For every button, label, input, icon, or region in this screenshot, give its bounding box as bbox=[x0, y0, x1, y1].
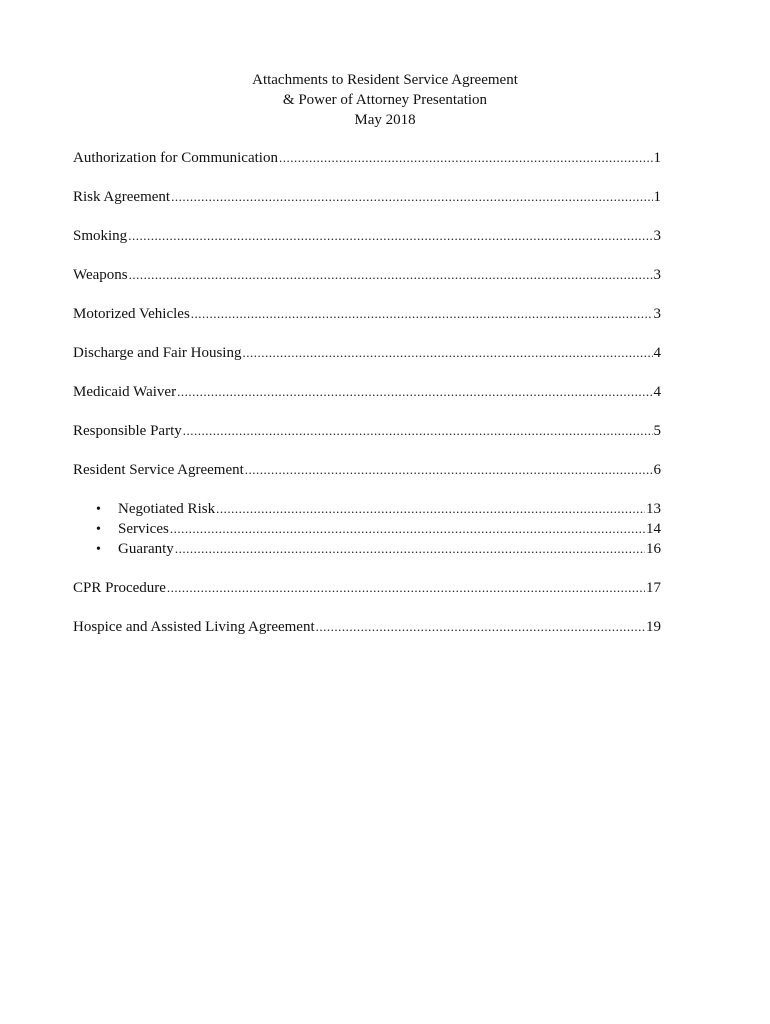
toc-sub-entry-label: Negotiated Risk bbox=[118, 501, 216, 517]
toc-entry-page: 6 bbox=[653, 462, 661, 478]
toc-entry-smoking[interactable] bbox=[73, 226, 661, 246]
toc-entry-medicaid-waiver[interactable] bbox=[73, 382, 661, 402]
dot-leader bbox=[245, 460, 653, 480]
toc-entry-label: Authorization for Communication bbox=[73, 150, 278, 166]
dot-leader bbox=[216, 499, 645, 519]
dot-leader bbox=[175, 539, 645, 559]
toc-entry-responsible-party[interactable] bbox=[73, 421, 661, 441]
toc-entry-page: 4 bbox=[653, 384, 661, 400]
dot-leader bbox=[242, 343, 652, 363]
toc-entry-page: 3 bbox=[653, 267, 661, 283]
toc-entry-label: CPR Procedure bbox=[73, 580, 166, 596]
dot-leader bbox=[279, 148, 653, 168]
toc-sub-entry-label: Guaranty bbox=[118, 541, 174, 557]
toc-entry-page: 1 bbox=[653, 189, 661, 205]
dot-leader bbox=[170, 519, 645, 539]
toc-entry-label: Motorized Vehicles bbox=[73, 306, 190, 322]
toc-entry-page: 5 bbox=[653, 423, 661, 439]
toc-entry-page: 1 bbox=[653, 150, 661, 166]
dot-leader bbox=[129, 265, 653, 285]
toc-sub-entry-page: 14 bbox=[646, 521, 661, 537]
dot-leader bbox=[316, 617, 645, 637]
toc-sub-list bbox=[73, 499, 661, 559]
title-line-2: & Power of Attorney Presentation bbox=[282, 92, 488, 108]
dot-leader bbox=[171, 187, 652, 207]
toc-entry-motorized-vehicles[interactable] bbox=[73, 304, 661, 324]
toc-entry-page: 17 bbox=[646, 580, 661, 596]
toc-entry-label: Weapons bbox=[73, 267, 128, 283]
toc-entry-risk-agreement[interactable] bbox=[73, 187, 661, 207]
toc-sub-entry-page: 16 bbox=[646, 541, 661, 557]
dot-leader bbox=[167, 578, 645, 598]
dot-leader bbox=[183, 421, 653, 441]
toc-entry-label: Hospice and Assisted Living Agreement bbox=[73, 619, 315, 635]
toc-entry-page: 3 bbox=[653, 228, 661, 244]
toc-entry-label: Discharge and Fair Housing bbox=[73, 345, 242, 361]
toc-entry-resident-service-agreement[interactable] bbox=[73, 460, 661, 480]
toc-sub-entry-services[interactable] bbox=[73, 519, 661, 539]
toc-entry-page: 19 bbox=[646, 619, 661, 635]
toc-entry-weapons[interactable] bbox=[73, 265, 661, 285]
bullet-icon: • bbox=[96, 542, 101, 557]
toc-entry-label: Risk Agreement bbox=[73, 189, 171, 205]
document-title bbox=[0, 70, 770, 130]
toc-entry-label: Resident Service Agreement bbox=[73, 462, 244, 478]
bullet-icon: • bbox=[96, 502, 101, 517]
toc-sub-entry-guaranty[interactable] bbox=[73, 539, 661, 559]
toc-sub-entry-negotiated-risk[interactable] bbox=[73, 499, 661, 519]
toc-entry-authorization[interactable] bbox=[73, 148, 661, 168]
toc-entry-discharge[interactable] bbox=[73, 343, 661, 363]
dot-leader bbox=[191, 304, 653, 324]
dot-leader bbox=[128, 226, 652, 246]
toc-entry-label: Responsible Party bbox=[73, 423, 182, 439]
toc-entry-label: Medicaid Waiver bbox=[73, 384, 177, 400]
title-line-3: May 2018 bbox=[354, 112, 416, 128]
toc-entry-label: Smoking bbox=[73, 228, 128, 244]
toc-entry-hospice-agreement[interactable] bbox=[73, 617, 661, 637]
dot-leader bbox=[177, 382, 652, 402]
toc-entry-cpr-procedure[interactable] bbox=[73, 578, 661, 598]
toc-entry-page: 3 bbox=[653, 306, 661, 322]
toc-entry-page: 4 bbox=[653, 345, 661, 361]
title-line-1: Attachments to Resident Service Agreement bbox=[252, 72, 518, 88]
toc-sub-entry-page: 13 bbox=[646, 501, 661, 517]
bullet-icon: • bbox=[96, 522, 101, 537]
table-of-contents bbox=[73, 148, 661, 656]
toc-sub-entry-label: Services bbox=[118, 521, 169, 537]
